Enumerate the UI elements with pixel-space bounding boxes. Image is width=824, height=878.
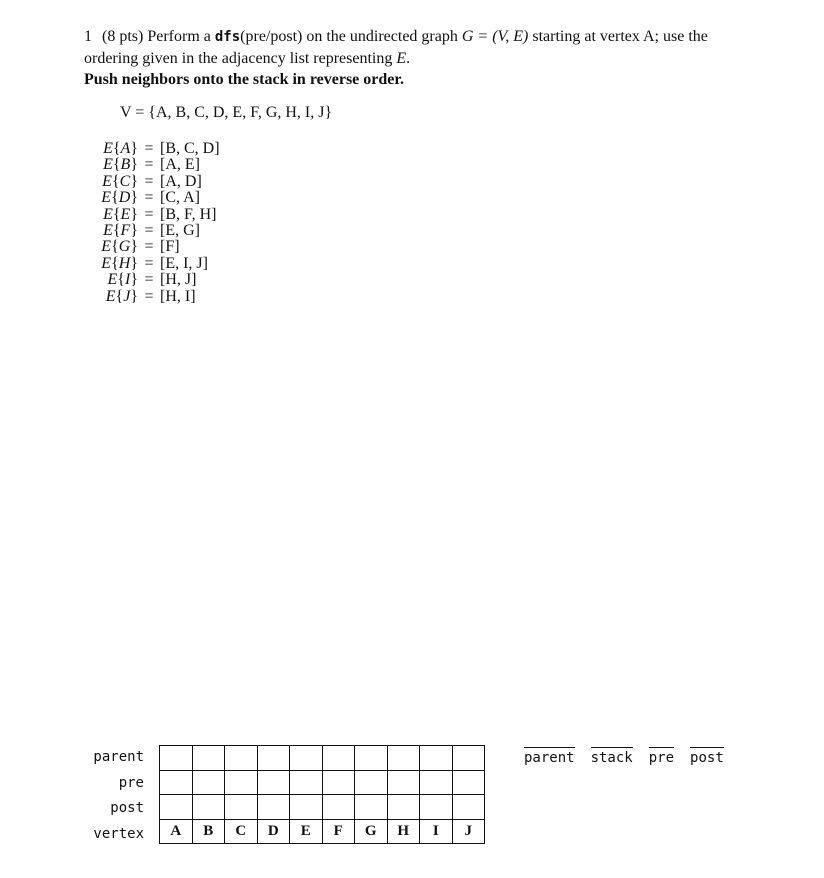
vertex-cell: I (420, 819, 453, 844)
row-label-parent: parent (93, 749, 144, 765)
adjacency-row (92, 256, 220, 272)
problem-text-after: starting at vertex A; use the ordering given in the adjacency list representing (84, 28, 708, 67)
equals-sign: = (144, 287, 154, 305)
adjacency-vertex-letter: G (118, 238, 131, 256)
adjacency-list (92, 141, 220, 305)
vertex-cell: B (192, 819, 225, 844)
adjacency-row (92, 207, 220, 223)
adjacency-neighbors: [E, I, J] (160, 254, 208, 272)
table-row-pre (160, 770, 485, 795)
adjacency-neighbors: [A, D] (160, 172, 202, 190)
adjacency-vertex: E{J} (105, 287, 138, 305)
table-row-labels (60, 745, 144, 847)
parent-cell[interactable] (452, 746, 485, 771)
adjacency-vertex: E{H} (101, 254, 138, 272)
pre-cell[interactable] (290, 770, 323, 795)
pre-cell[interactable] (420, 770, 453, 795)
equals-sign: = (144, 140, 154, 157)
vertex-cell: G (355, 819, 388, 844)
post-cell[interactable] (322, 795, 355, 820)
adjacency-neighbors: [C, A] (160, 189, 200, 207)
vertex-cell: E (290, 819, 323, 844)
post-cell[interactable] (387, 795, 420, 820)
adjacency-vertex: E{F} (103, 222, 138, 240)
parent-cell[interactable] (420, 746, 453, 771)
adjacency-row (92, 272, 220, 288)
adjacency-vertex-letter: C (119, 172, 131, 190)
equals-sign: = (144, 222, 154, 240)
table-row-parent (160, 746, 485, 771)
adjacency-neighbors: [B, C, D] (160, 140, 220, 157)
post-cell[interactable] (225, 795, 258, 820)
pre-cell[interactable] (225, 770, 258, 795)
problem-edge-symbol: E (396, 50, 407, 67)
problem-period: . (406, 50, 411, 67)
adjacency-row (92, 289, 220, 305)
dfs-table (159, 745, 485, 844)
row-label-vertex: vertex (93, 825, 144, 842)
adjacency-neighbors: [H, I] (160, 287, 196, 305)
parent-cell[interactable] (355, 746, 388, 771)
equals-sign: = (144, 254, 154, 272)
parent-cell[interactable] (290, 746, 323, 771)
post-cell[interactable] (452, 795, 485, 820)
stack-header-stack: stack (591, 747, 633, 766)
vertex-cell: D (257, 819, 290, 844)
stack-header-post: post (690, 747, 724, 766)
vertex-cell: A (160, 819, 193, 844)
table-row-vertex (160, 819, 485, 844)
adjacency-vertex-letter: E (120, 205, 131, 223)
problem-statement (84, 26, 764, 69)
adjacency-vertex-letter: A (120, 140, 131, 157)
post-cell[interactable] (192, 795, 225, 820)
equals-sign: = (144, 238, 154, 256)
adjacency-row (92, 157, 220, 173)
vertex-cell: J (452, 819, 485, 844)
problem-graph-expr: G = (V, E) (461, 28, 529, 45)
pre-cell[interactable] (257, 770, 290, 795)
pre-cell[interactable] (160, 770, 193, 795)
problem-code: dfs (214, 29, 241, 45)
adjacency-vertex-letter: B (120, 156, 131, 174)
adjacency-vertex: E{C} (102, 172, 138, 190)
parent-cell[interactable] (160, 746, 193, 771)
equals-sign: = (144, 271, 154, 289)
adjacency-row (92, 190, 220, 206)
stack-header-pre: pre (649, 747, 674, 766)
equals-sign: = (144, 172, 154, 190)
post-cell[interactable] (420, 795, 453, 820)
adjacency-vertex-letter: H (118, 254, 131, 272)
adjacency-neighbors: [B, F, H] (160, 205, 217, 223)
pre-cell[interactable] (322, 770, 355, 795)
pre-cell[interactable] (355, 770, 388, 795)
adjacency-vertex-letter: I (124, 271, 131, 289)
post-cell[interactable] (290, 795, 323, 820)
adjacency-vertex: E{E} (103, 205, 138, 223)
adjacency-vertex: E{B} (103, 156, 138, 174)
vertex-cell: F (322, 819, 355, 844)
table-row-post (160, 795, 485, 820)
vertex-cell: H (387, 819, 420, 844)
parent-cell[interactable] (257, 746, 290, 771)
adjacency-neighbors: [A, E] (160, 156, 200, 174)
parent-cell[interactable] (192, 746, 225, 771)
problem-number: 1 (84, 28, 92, 45)
adjacency-vertex-letter: D (118, 189, 131, 207)
pre-cell[interactable] (387, 770, 420, 795)
adjacency-vertex: E{A} (103, 140, 138, 157)
instruction: Push neighbors onto the stack in reverse order. (84, 71, 404, 88)
equals-sign: = (144, 189, 154, 207)
parent-cell[interactable] (322, 746, 355, 771)
adjacency-vertex: E{G} (101, 238, 138, 256)
adjacency-neighbors: [H, J] (160, 271, 197, 289)
adjacency-vertex-letter: J (123, 287, 131, 305)
stack-headers (524, 747, 724, 766)
adjacency-vertex-letter: F (120, 222, 131, 240)
adjacency-neighbors: [F] (160, 238, 180, 256)
pre-cell[interactable] (192, 770, 225, 795)
adjacency-neighbors: [E, G] (160, 222, 200, 240)
adjacency-row (92, 141, 220, 157)
stack-header-parent: parent (524, 747, 575, 766)
equals-sign: = (144, 205, 154, 223)
parent-cell[interactable] (225, 746, 258, 771)
adjacency-row (92, 174, 220, 190)
vertex-cell: C (225, 819, 258, 844)
equals-sign: = (144, 156, 154, 174)
row-label-post: post (110, 800, 144, 816)
problem-text-mid: (pre/post) on the undirected graph (240, 28, 462, 45)
adjacency-vertex: E{D} (101, 189, 138, 207)
post-cell[interactable] (160, 795, 193, 820)
pre-cell[interactable] (452, 770, 485, 795)
adjacency-row (92, 223, 220, 239)
parent-cell[interactable] (387, 746, 420, 771)
post-cell[interactable] (257, 795, 290, 820)
row-label-pre: pre (118, 774, 144, 791)
problem-text-before: (8 pts) Perform a (102, 28, 215, 45)
vertex-set: V = {A, B, C, D, E, F, G, H, I, J} (120, 104, 333, 121)
adjacency-vertex: E{I} (107, 271, 138, 289)
post-cell[interactable] (355, 795, 388, 820)
adjacency-row (92, 239, 220, 255)
